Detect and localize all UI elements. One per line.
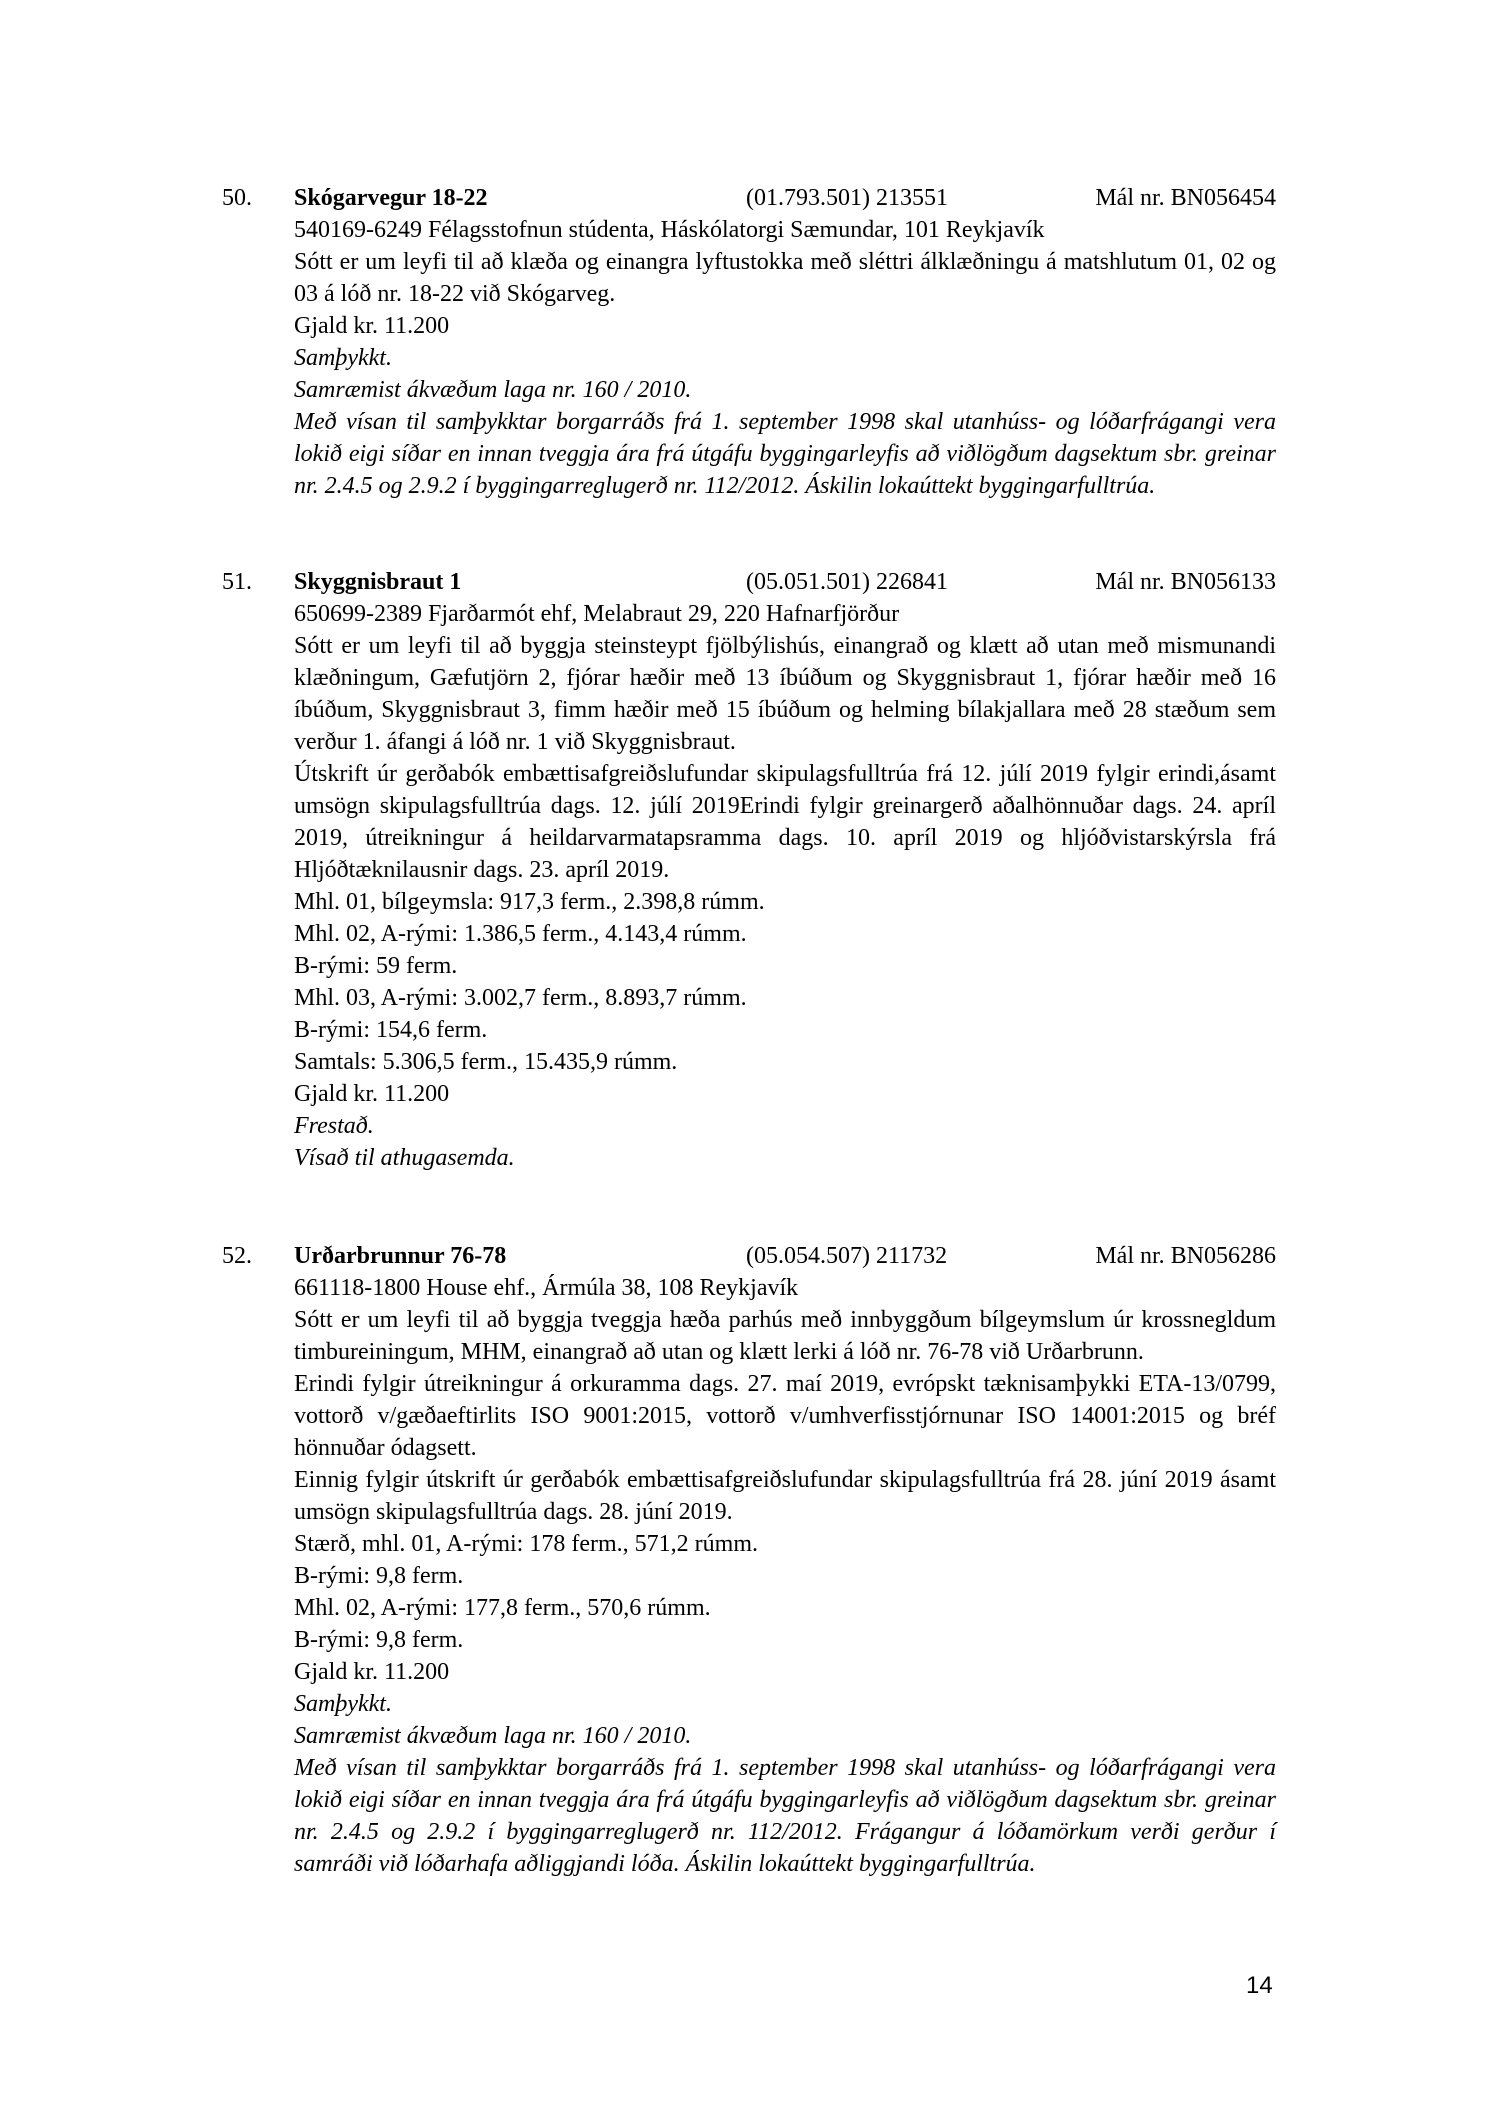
size-line: Stærð, mhl. 01, A-rými: 178 ferm., 571,2 rúmm. bbox=[294, 1531, 758, 1557]
size-line: B-rými: 59 ferm. bbox=[294, 953, 458, 979]
decision-note: Vísað til athugasemda. bbox=[294, 1145, 515, 1171]
size-line: B-rými: 9,8 ferm. bbox=[294, 1627, 464, 1653]
size-line: B-rými: 9,8 ferm. bbox=[294, 1563, 464, 1589]
size-line: Mhl. 01, bílgeymsla: 917,3 ferm., 2.398,8 rúmm. bbox=[294, 889, 765, 915]
size-line: Samtals: 5.306,5 ferm., 15.435,9 rúmm. bbox=[294, 1049, 678, 1075]
case-number: 51. bbox=[222, 569, 252, 595]
land-number: (05.051.501) 226841 bbox=[746, 569, 948, 595]
case-description: Sótt er um leyfi til að byggja tveggja hæða parhús með innbyggðum bílgeymslum úr krossnegldum timbureiningum, MHM, einangrað að utan og klætt lerki á lóð nr. 76-78 við Urðarbrunn. bbox=[294, 1307, 1276, 1365]
fee: Gjald kr. 11.200 bbox=[294, 1081, 450, 1107]
case-number: 50. bbox=[222, 185, 252, 211]
decision: Frestað. bbox=[294, 1113, 374, 1139]
attachments-text-2: Einnig fylgir útskrift úr gerðabók embættisafgreiðslufundar skipulagsfulltrúa frá 28. júní 2019 ásamt umsögn skipulagsfulltrúa dags. 28. júní 2019. bbox=[294, 1467, 1276, 1525]
case-body bbox=[294, 598, 1276, 1174]
land-number: (05.054.507) 211732 bbox=[746, 1243, 948, 1269]
case-header bbox=[294, 1240, 1276, 1272]
case-address: Skyggnisbraut 1 bbox=[294, 569, 462, 595]
case-reference: Mál nr. BN056133 bbox=[1095, 569, 1276, 595]
applicant: 661118-1800 House ehf., Ármúla 38, 108 Reykjavík bbox=[294, 1275, 799, 1301]
law-note: Samræmist ákvæðum laga nr. 160 / 2010. bbox=[294, 1723, 692, 1749]
case-body bbox=[294, 214, 1276, 502]
case-reference: Mál nr. BN056454 bbox=[1095, 185, 1276, 211]
applicant: 650699-2389 Fjarðarmót ehf, Melabraut 29, 220 Hafnarfjörður bbox=[294, 601, 900, 627]
case-number: 52. bbox=[222, 1243, 252, 1269]
page-number: 14 bbox=[1246, 1972, 1273, 1999]
fee: Gjald kr. 11.200 bbox=[294, 313, 450, 339]
attachments-text: Útskrift úr gerðabók embættisafgreiðslufundar skipulagsfulltrúa frá 12. júlí 2019 fylgir erindi,ásamt umsögn skipulagsfulltrúa dags. 12. júlí 2019Erindi fylgir greinargerð aðalhönnuðar dags. 24. apríl 2019, útreikningur á heildarvarmatapsramma dags. 10. apríl 2019 og hljóðvistarskýrsla frá Hljóðtæknilausnir dags. 23. apríl 2019. bbox=[294, 761, 1276, 883]
case-address: Urðarbrunnur 76-78 bbox=[294, 1243, 507, 1269]
size-line: B-rými: 154,6 ferm. bbox=[294, 1017, 488, 1043]
condition-text: Með vísan til samþykktar borgarráðs frá 1. september 1998 skal utanhúss- og lóðarfrágangi vera lokið eigi síðar en innan tveggja ára frá útgáfu byggingarleyfis að viðlögðum dagsektum sbr. greinar nr. 2.4.5 og 2.9.2 í byggingarreglugerð nr. 112/2012. Frágangur á lóðamörkum verði gerður í samráði við lóðarhafa aðliggjandi lóða. Áskilin lokaúttekt byggingarfulltrúa. bbox=[294, 1755, 1276, 1877]
decision: Samþykkt. bbox=[294, 345, 392, 371]
size-line: Mhl. 03, A-rými: 3.002,7 ferm., 8.893,7 rúmm. bbox=[294, 985, 747, 1011]
attachments-text: Erindi fylgir útreikningur á orkuramma dags. 27. maí 2019, evrópskt tæknisamþykki ETA-13/0799, vottorð v/gæðaeftirlits ISO 9001:2015, vottorð v/umhverfisstjórnunar ISO 14001:2015 og bréf hönnuðar ódagsett. bbox=[294, 1371, 1276, 1461]
case-description: Sótt er um leyfi til að byggja steinsteypt fjölbýlishús, einangrað og klætt að utan með mismunandi klæðningum, Gæfutjörn 2, fjórar hæðir með 13 íbúðum og Skyggnisbraut 1, fjórar hæðir með 16 íbúðum, Skyggnisbraut 3, fimm hæðir með 15 íbúðum og helming bílakjallara með 28 stæðum sem verður 1. áfangi á lóð nr. 1 við Skyggnisbraut. bbox=[294, 633, 1276, 755]
case-body bbox=[294, 1272, 1276, 1880]
condition-text: Með vísan til samþykktar borgarráðs frá 1. september 1998 skal utanhúss- og lóðarfrágangi vera lokið eigi síðar en innan tveggja ára frá útgáfu byggingarleyfis að viðlögðum dagsektum sbr. greinar nr. 2.4.5 og 2.9.2 í byggingarreglugerð nr. 112/2012. Áskilin lokaúttekt byggingarfulltrúa. bbox=[294, 409, 1276, 499]
size-line: Mhl. 02, A-rými: 177,8 ferm., 570,6 rúmm. bbox=[294, 1595, 711, 1621]
land-number: (01.793.501) 213551 bbox=[746, 185, 948, 211]
case-description: Sótt er um leyfi til að klæða og einangra lyftustokka með sléttri álklæðningu á matshlutum 01, 02 og 03 á lóð nr. 18-22 við Skógarveg. bbox=[294, 249, 1276, 307]
case-header bbox=[294, 566, 1276, 598]
case-header bbox=[294, 182, 1276, 214]
decision: Samþykkt. bbox=[294, 1691, 392, 1717]
size-line: Mhl. 02, A-rými: 1.386,5 ferm., 4.143,4 rúmm. bbox=[294, 921, 747, 947]
case-reference: Mál nr. BN056286 bbox=[1095, 1243, 1276, 1269]
fee: Gjald kr. 11.200 bbox=[294, 1659, 450, 1685]
law-note: Samræmist ákvæðum laga nr. 160 / 2010. bbox=[294, 377, 692, 403]
case-address: Skógarvegur 18-22 bbox=[294, 185, 488, 211]
applicant: 540169-6249 Félagsstofnun stúdenta, Háskólatorgi Sæmundar, 101 Reykjavík bbox=[294, 217, 1045, 243]
